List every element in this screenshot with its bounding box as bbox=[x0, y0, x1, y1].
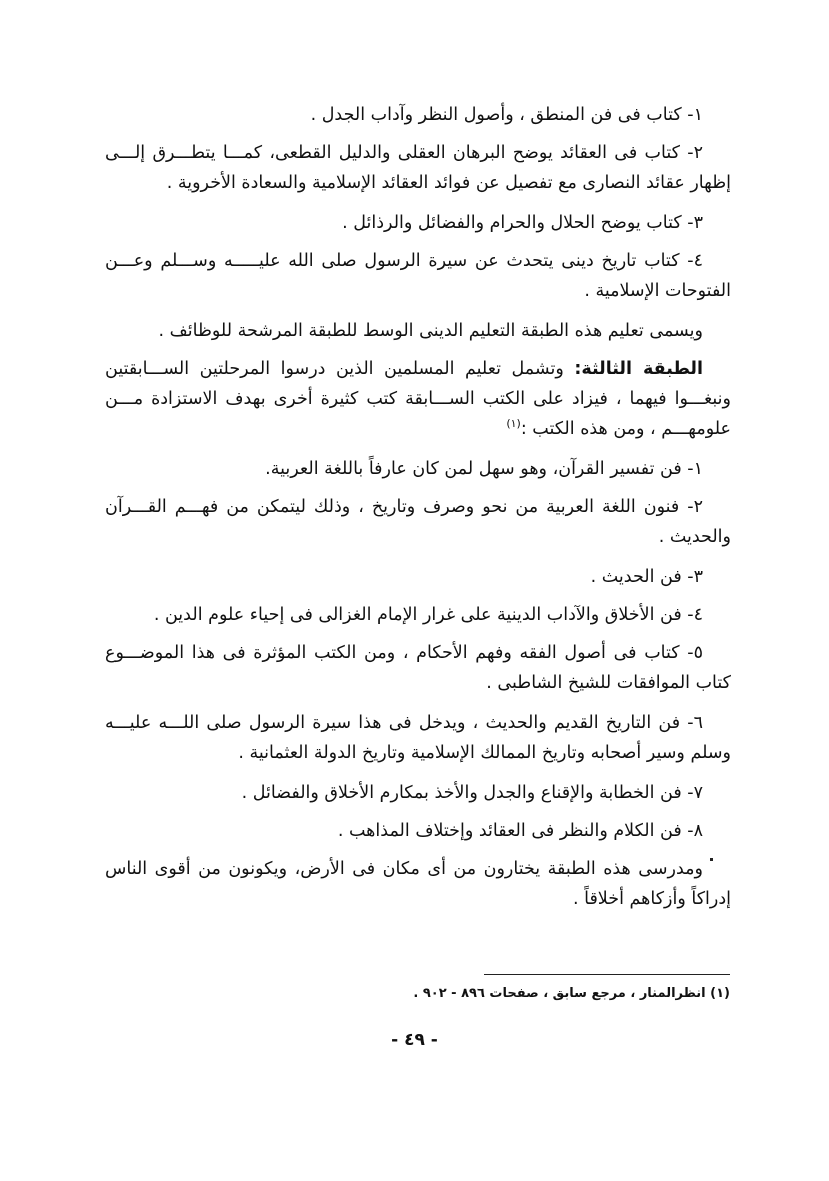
footnote-separator bbox=[484, 974, 730, 975]
stray-mark bbox=[710, 858, 713, 861]
paragraph-13: ٧- فن الخطابة والإقناع والجدل والأخذ بمكارم الأخلاق والفضائل . bbox=[241, 783, 703, 803]
paragraph-12: ٦- فن التاريخ القديم والحديث ، ويدخل فى هذا سيرة الرسول صلى اللـــه عليـــه وسلم وسير أصحابه وتاريخ الممالك الإسلامية وتاريخ الدولة العثمانية . bbox=[105, 713, 731, 763]
paragraph-4: ٤- كتاب تاريخ دينى يتحدث عن سيرة الرسول صلى الله عليـــــه وســـلم وعـــن الفتوحات الإسلامية . bbox=[105, 251, 731, 301]
page-number: - ٤٩ - bbox=[391, 1030, 438, 1050]
paragraph-5: ويسمى تعليم هذه الطبقة التعليم الدينى الوسط للطبقة المرشحة للوظائف . bbox=[158, 321, 703, 341]
footnote: (١) انظرالمنار ، مرجع سابق ، صفحات ٨٩٦ - ٩٠٢ . bbox=[413, 986, 730, 1001]
paragraph-9: ٣- فن الحديث . bbox=[590, 567, 703, 587]
footnote-reference: (١) bbox=[506, 417, 521, 431]
paragraph-6-body: وتشمل تعليم المسلمين الذين درسوا المرحلتين الســـابقتين ونبغـــوا فيهما ، فيزاد على الكتب الســـابقة كتب كثيرة أخرى بهدف الاستزادة مـــن علومهـــم ، ومن هذه الكتب : bbox=[105, 359, 731, 439]
paragraph-14: ٨- فن الكلام والنظر فى العقائد وإختلاف المذاهب . bbox=[337, 821, 703, 841]
paragraph-7: ١- فن تفسير القرآن، وهو سهل لمن كان عارفاً باللغة العربية. bbox=[265, 459, 703, 479]
paragraph-6 bbox=[105, 354, 731, 444]
paragraph-8: ٢- فنون اللغة العربية من نحو وصرف وتاريخ ، وذلك ليتمكن من فهـــم القـــرآن والحديث . bbox=[105, 497, 731, 547]
page-body bbox=[105, 100, 731, 924]
paragraph-11: ٥- كتاب فى أصول الفقه وفهم الأحكام ، ومن الكتب المؤثرة فى هذا الموضـــوع كتاب الموافقات للشيخ الشاطبى . bbox=[105, 643, 731, 693]
third-class-heading: الطبقة الثالثة: bbox=[574, 359, 704, 379]
paragraph-1: ١- كتاب فى فن المنطق ، وأصول النظر وآداب الجدل . bbox=[310, 105, 703, 125]
paragraph-2: ٢- كتاب فى العقائد يوضح البرهان العقلى والدليل القطعى، كمـــا يتطـــرق إلـــى إظهار عقائد النصارى مع تفصيل عن فوائد العقائد الإسلامية والسعادة الأخروية . bbox=[105, 143, 731, 193]
paragraph-10: ٤- فن الأخلاق والآداب الدينية على غرار الإمام الغزالى فى إحياء علوم الدين . bbox=[153, 605, 703, 625]
paragraph-3: ٣- كتاب يوضح الحلال والحرام والفضائل والرذائل . bbox=[342, 213, 703, 233]
paragraph-15: ومدرسى هذه الطبقة يختارون من أى مكان فى الأرض، ويكونون من أقوى الناس إدراكاً وأزكاهم أخلاقاً . bbox=[105, 859, 731, 909]
